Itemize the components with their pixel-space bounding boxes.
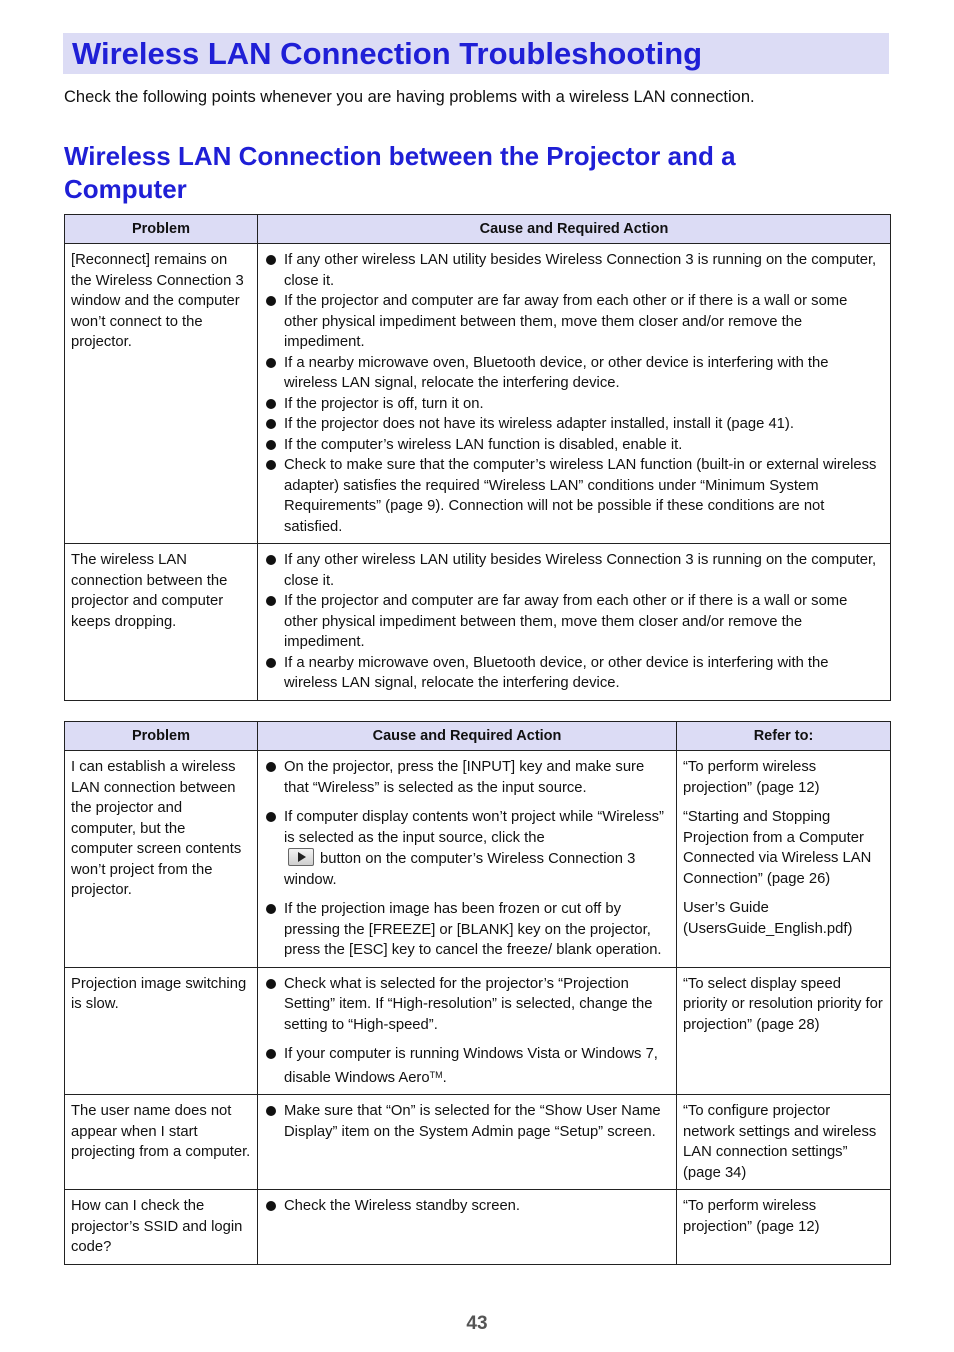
list-item: If a nearby microwave oven, Bluetooth device, or other device is interfering with the wireless LAN signal, relocate the interfering device. xyxy=(264,653,884,694)
table-row xyxy=(65,1190,891,1265)
table-row xyxy=(65,967,891,1095)
action-list xyxy=(264,1101,670,1142)
table-header-row xyxy=(65,722,891,751)
intro-text: Check the following points whenever you are having problems with a wireless LAN connection. xyxy=(64,88,755,106)
reference-text: User’s Guide (UsersGuide_English.pdf) xyxy=(683,900,853,937)
reference-text: “To perform wireless projection” (page 12) xyxy=(683,759,820,796)
list-item: Make sure that “On” is selected for the “Show User Name Display” item on the System Admin page “Setup” screen. xyxy=(264,1101,670,1142)
action-list xyxy=(264,757,670,961)
section-heading: Wireless LAN Connection between the Projector and a Computer xyxy=(64,141,736,204)
troubleshooting-table-1 xyxy=(64,214,891,701)
list-item: If any other wireless LAN utility besides Wireless Connection 3 is running on the computer, close it. xyxy=(264,250,884,291)
action-list xyxy=(264,974,670,1089)
action-cell xyxy=(258,751,677,968)
list-item: On the projector, press the [INPUT] key and make sure that “Wireless” is selected as the input source. xyxy=(264,757,670,798)
refer-cell: “To configure projector network settings and wireless LAN connection settings” (page 34) xyxy=(677,1095,891,1190)
refer-cell: “To perform wireless projection” (page 12) xyxy=(677,1190,891,1265)
reference-text: “Starting and Stopping Projection from a Computer Connected via Wireless LAN Connection” (page 26) xyxy=(683,809,872,887)
action-cell xyxy=(258,1095,677,1190)
list-item: If the projector and computer are far away from each other or if there is a wall or some other physical impediment between them, move them closer and/or remove the impediment. xyxy=(264,591,884,653)
action-list xyxy=(264,550,884,694)
action-list xyxy=(264,1196,670,1217)
column-header-cause: Cause and Required Action xyxy=(258,215,891,244)
title-bar xyxy=(63,33,889,74)
list-item: If a nearby microwave oven, Bluetooth device, or other device is interfering with the wireless LAN signal, relocate the interfering device. xyxy=(264,353,884,394)
column-header-problem: Problem xyxy=(65,722,258,751)
problem-cell: [Reconnect] remains on the Wireless Connection 3 window and the computer won’t connect to the projector. xyxy=(65,244,258,544)
table-row xyxy=(65,244,891,544)
problem-cell: The user name does not appear when I start projecting from a computer. xyxy=(65,1095,258,1190)
table-row xyxy=(65,544,891,701)
action-cell xyxy=(258,967,677,1095)
list-item xyxy=(264,1044,670,1088)
column-header-problem: Problem xyxy=(65,215,258,244)
troubleshooting-table-2 xyxy=(64,721,891,1265)
problem-cell: How can I check the projector’s SSID and login code? xyxy=(65,1190,258,1265)
problem-cell: Projection image switching is slow. xyxy=(65,967,258,1095)
list-item-text: If computer display contents won’t project while “Wireless” is selected as the input source, click the xyxy=(284,809,664,846)
column-header-cause: Cause and Required Action xyxy=(258,722,677,751)
list-item-text: If your computer is running Windows Vista or Windows 7, disable Windows Aero xyxy=(284,1046,658,1086)
table-row xyxy=(65,1095,891,1190)
list-item: If any other wireless LAN utility besides Wireless Connection 3 is running on the computer, close it. xyxy=(264,550,884,591)
problem-cell: The wireless LAN connection between the projector and computer keeps dropping. xyxy=(65,544,258,701)
list-item-text: . xyxy=(442,1069,447,1086)
table-header-row xyxy=(65,215,891,244)
action-cell xyxy=(258,1190,677,1265)
problem-cell: I can establish a wireless LAN connection between the projector and computer, but the computer screen contents won’t project from the projector. xyxy=(65,751,258,968)
action-cell xyxy=(258,544,891,701)
list-item-text: button on the computer’s Wireless Connection 3 window. xyxy=(284,851,636,888)
trademark-mark: TM xyxy=(429,1069,443,1080)
list-item: If the computer’s wireless LAN function is disabled, enable it. xyxy=(264,435,884,456)
list-item: If the projection image has been frozen or cut off by pressing the [FREEZE] or [BLANK] key on the projector, press the [ESC] key to cancel the freeze/ blank operation. xyxy=(264,899,670,961)
action-list xyxy=(264,250,884,537)
list-item: If the projector is off, turn it on. xyxy=(264,394,884,415)
list-item: Check to make sure that the computer’s wireless LAN function (built-in or external wireless adapter) satisfies the required “Wireless LAN” conditions under “Minimum System Requirements” (page 9). Connection will not be possible if these conditions are not satisfied. xyxy=(264,455,884,537)
list-item xyxy=(264,807,670,890)
list-item: If the projector and computer are far away from each other or if there is a wall or some other physical impediment between them, move them closer and/or remove the impediment. xyxy=(264,291,884,353)
refer-cell: “To select display speed priority or resolution priority for projection” (page 28) xyxy=(677,967,891,1095)
page-title: Wireless LAN Connection Troubleshooting xyxy=(72,36,703,71)
refer-cell xyxy=(677,751,891,968)
list-item: Check the Wireless standby screen. xyxy=(264,1196,670,1217)
list-item: If the projector does not have its wireless adapter installed, install it (page 41). xyxy=(264,414,884,435)
column-header-refer: Refer to: xyxy=(677,722,891,751)
page-number: 43 xyxy=(466,1313,488,1334)
list-item: Check what is selected for the projector’s “Projection Setting” item. If “High-resolution” is selected, change the setting to “High-speed”. xyxy=(264,974,670,1036)
table-row xyxy=(65,751,891,968)
play-icon xyxy=(288,848,314,866)
action-cell xyxy=(258,244,891,544)
